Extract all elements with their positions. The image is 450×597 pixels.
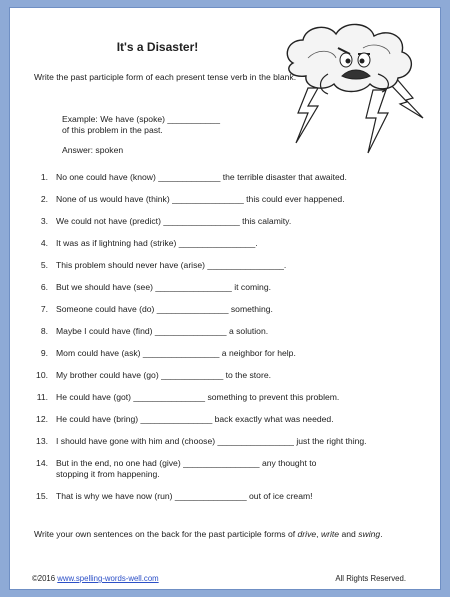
copyright-notice: [32, 574, 159, 583]
question-text: Someone could have (do) _______________ something.: [56, 304, 273, 314]
storm-cloud-illustration: [278, 18, 428, 158]
footer-separator: ,: [316, 529, 321, 539]
question-number: 9.: [40, 348, 48, 358]
question-number: 3.: [40, 216, 48, 226]
footer-text: Write your own sentences on the back for the past participle forms of: [34, 529, 298, 539]
question-number: 8.: [40, 326, 48, 336]
question-text: That is why we have now (run) _______________ out of ice cream!: [56, 491, 313, 501]
question-number: 5.: [40, 260, 48, 270]
question-text: I should have gone with him and (choose) ________________ just the right thing.: [56, 436, 367, 446]
question-number: 2.: [40, 194, 48, 204]
example-answer: Answer: spoken: [62, 145, 124, 155]
question-number: 15.: [36, 491, 48, 501]
question-text: He could have (got) _______________ something to prevent this problem.: [56, 392, 340, 402]
question-number: 14.: [36, 458, 48, 468]
question-text: No one could have (know) _____________ the terrible disaster that awaited.: [56, 172, 347, 182]
footer-word-write: write: [320, 529, 340, 539]
footer-instructions: [34, 529, 424, 540]
question-text: This problem should never have (arise) ________________.: [56, 260, 287, 270]
question-text: He could have (bring) _______________ back exactly what was needed.: [56, 414, 334, 424]
question-text: But we should have (see) ________________ it coming.: [56, 282, 271, 292]
website-link[interactable]: www.spelling-words-well.com: [57, 574, 159, 583]
question-text: But in the end, no one had (give) ________________ any thought to stopping it from happening.: [56, 458, 317, 479]
example-block: [62, 114, 277, 136]
question-text: My brother could have (go) _____________ to the store.: [56, 370, 271, 380]
rights-reserved: All Rights Reserved.: [335, 574, 406, 583]
question-number: 7.: [40, 304, 48, 314]
question-text: It was as if lightning had (strike) ________________.: [56, 238, 258, 248]
question-text: None of us would have (think) _______________ this could ever happened.: [56, 194, 345, 204]
question-number: 13.: [36, 436, 48, 446]
question-number: 10.: [36, 370, 48, 380]
question-number: 12.: [36, 414, 48, 424]
example-line-2: of this problem in the past.: [62, 125, 163, 135]
question-text: Maybe I could have (find) _______________ a solution.: [56, 326, 269, 336]
question-number: 4.: [40, 238, 48, 248]
page-title: It's a Disaster!: [116, 40, 199, 54]
example-line-1: Example: We have (spoke) ___________: [62, 114, 220, 124]
question-text: Mom could have (ask) ________________ a neighbor for help.: [56, 348, 296, 358]
question-number: 1.: [40, 172, 48, 182]
footer-period: .: [380, 529, 383, 539]
copyright-prefix: ©2016: [32, 574, 58, 583]
worksheet-page: [9, 7, 441, 590]
question-number: 11.: [36, 392, 48, 402]
question-text: We could not have (predict) ________________ this calamity.: [56, 216, 292, 226]
instructions-text: Write the past participle form of each present tense verb in the blank.: [34, 72, 297, 82]
footer-separator: and: [339, 529, 359, 539]
footer-word-drive: drive: [297, 529, 317, 539]
question-number: 6.: [40, 282, 48, 292]
footer-word-swing: swing: [358, 529, 381, 539]
